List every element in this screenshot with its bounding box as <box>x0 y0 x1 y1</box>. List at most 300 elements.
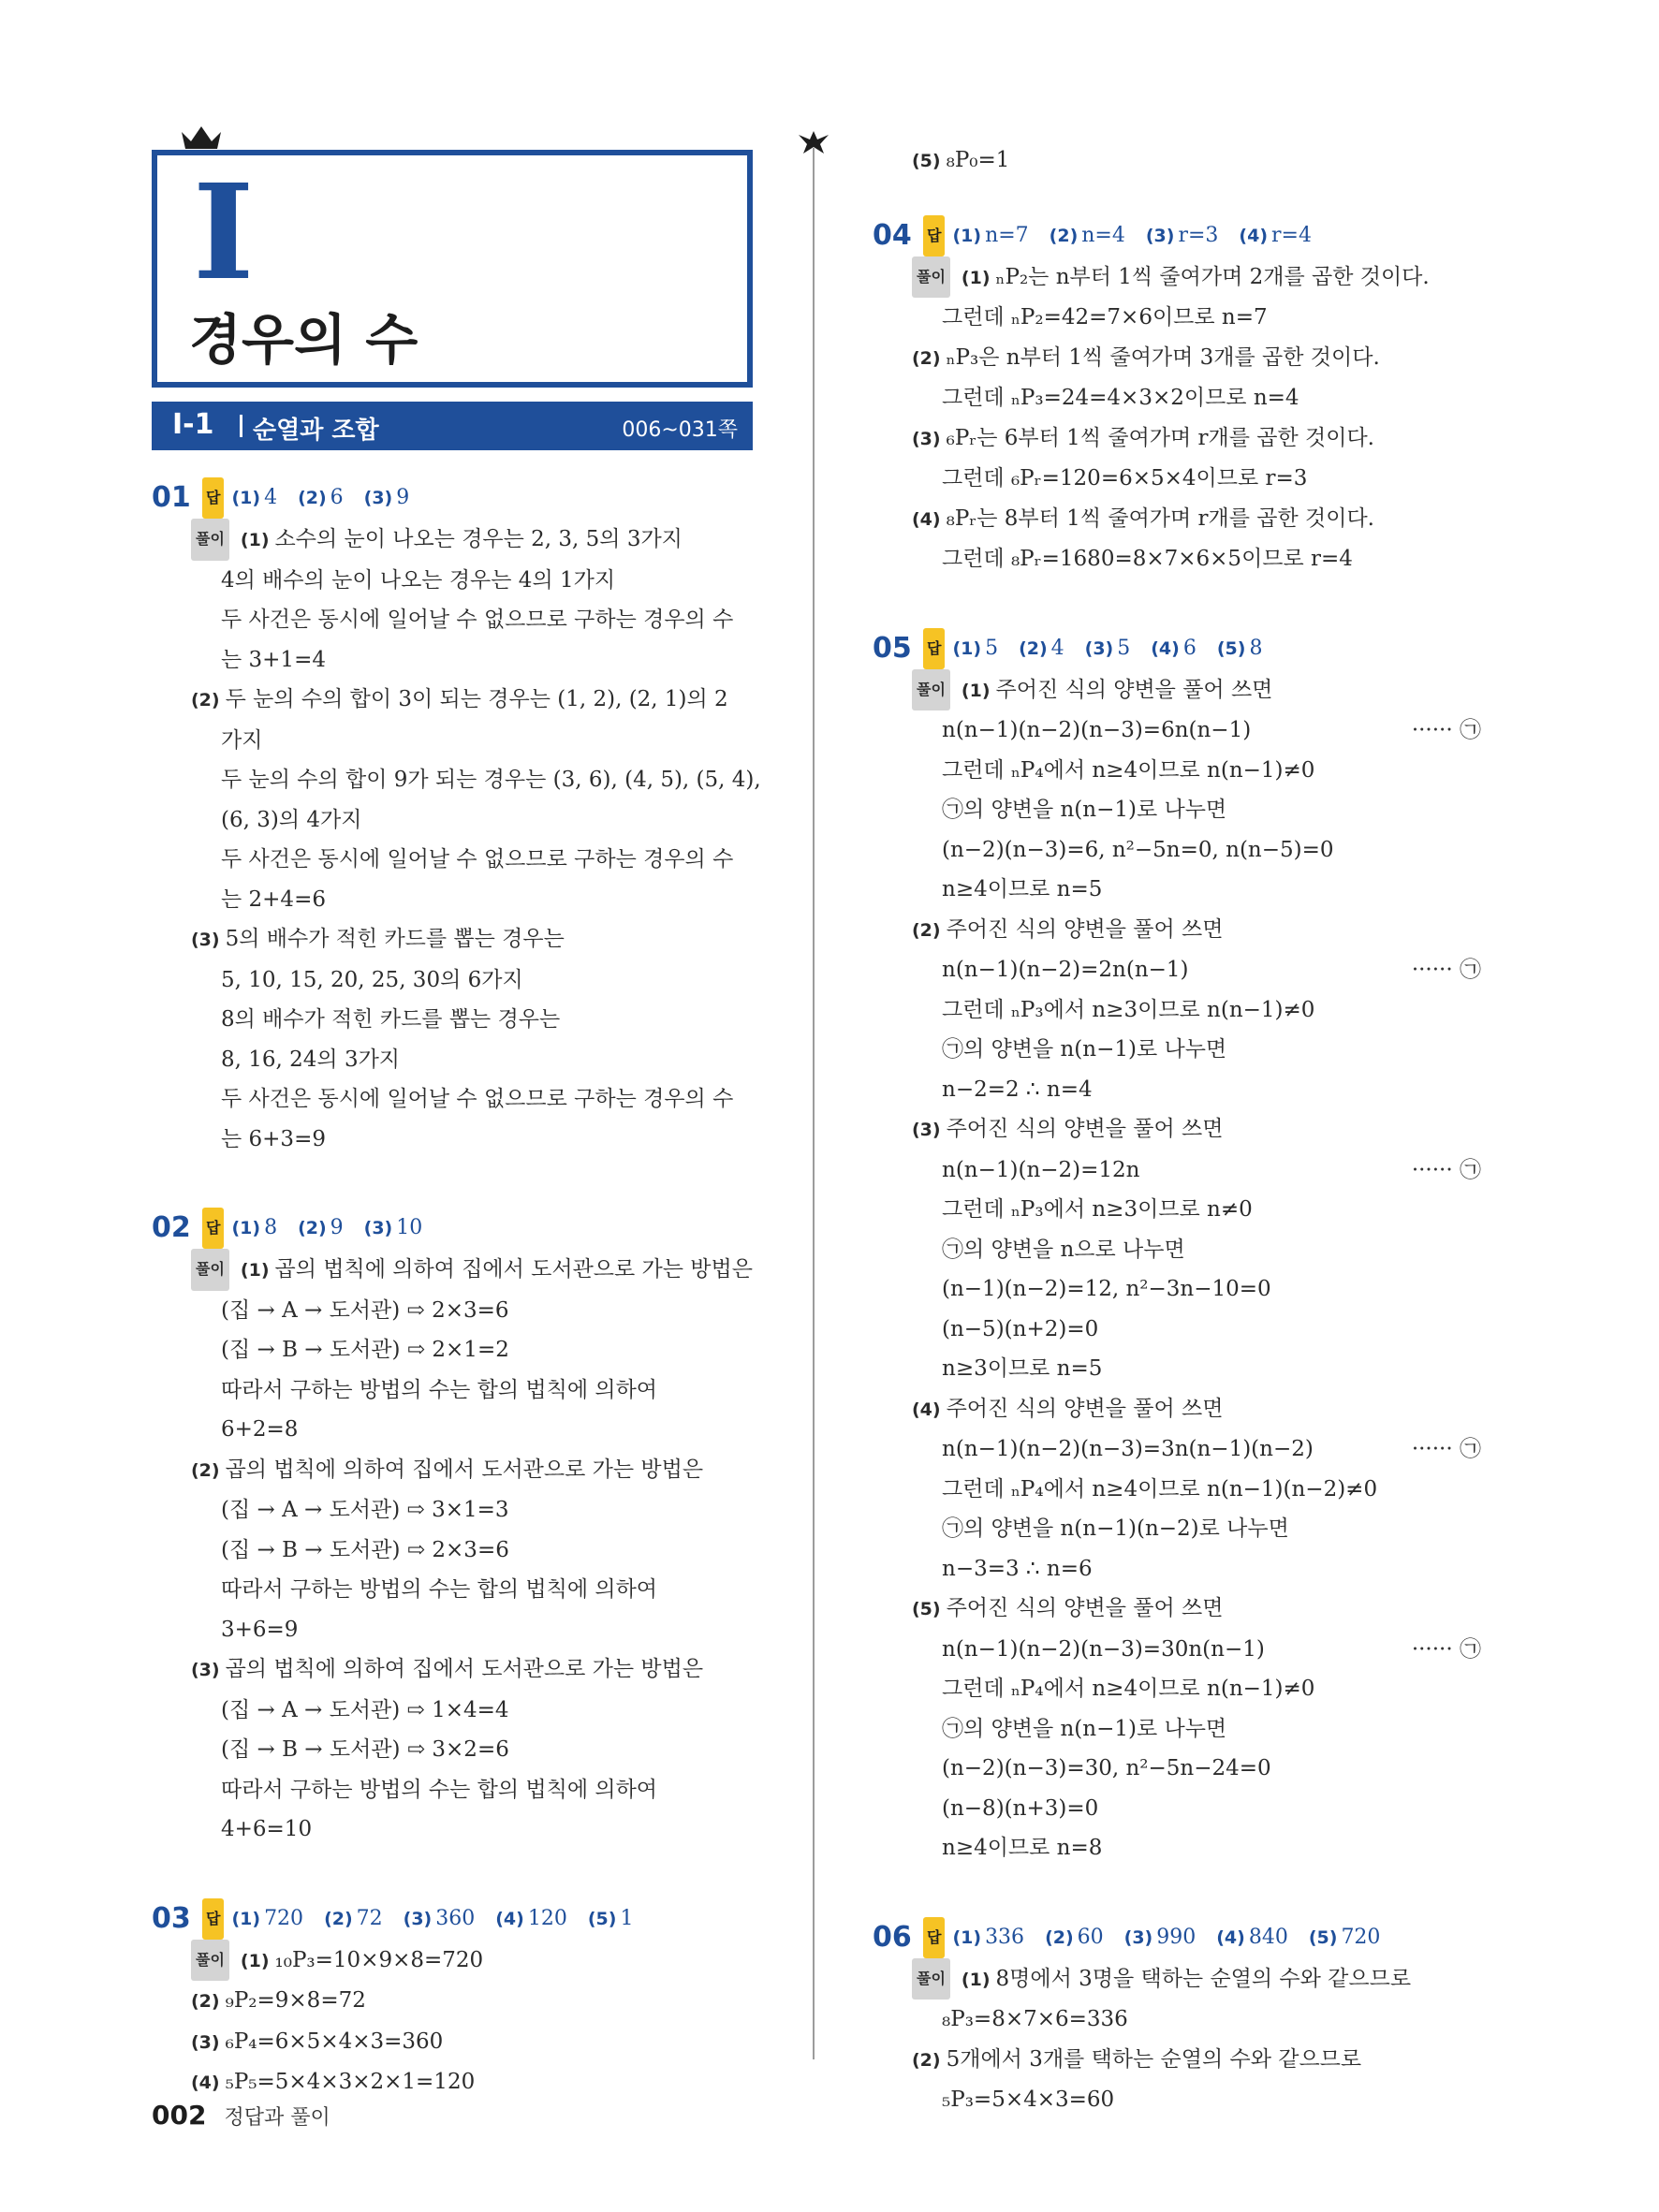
answer-line <box>873 628 1490 669</box>
sub-label: (4) <box>191 2073 220 2093</box>
answer-value: 10 <box>396 1216 423 1239</box>
solution-line <box>152 800 770 841</box>
answer-value: 4 <box>1050 636 1064 660</box>
solution-line <box>152 1249 770 1291</box>
solution-line <box>873 2080 1490 2120</box>
answer-value: 360 <box>435 1906 476 1930</box>
equation-marker: ······ ㉠ <box>1411 1157 1481 1182</box>
answer-item <box>495 1907 567 1930</box>
answer-sub-label: (3) <box>1084 637 1114 659</box>
solution-badge: 풀이 <box>191 1940 229 1982</box>
solution-text: ₈Pᵣ는 8부터 1씩 줄여가며 r개를 곱한 것이다. <box>946 505 1374 531</box>
solution-line <box>873 1109 1490 1150</box>
answer-line <box>152 477 770 519</box>
solution-line <box>873 990 1490 1031</box>
solution-text: ₈P₀=1 <box>946 148 1010 172</box>
equation-marker: ······ ㉠ <box>1411 958 1481 982</box>
problem-block <box>873 628 1490 1868</box>
solution-line <box>873 870 1490 910</box>
answer-line <box>152 1898 770 1940</box>
solution-line <box>152 1330 770 1370</box>
answer-sub-label: (2) <box>298 1218 327 1238</box>
answer-sub-label: (5) <box>1216 637 1246 659</box>
solution-line <box>873 1349 1490 1389</box>
solution-line <box>152 840 770 880</box>
answer-value: n=7 <box>985 223 1029 247</box>
answer-item <box>952 637 998 660</box>
solution-line <box>152 1079 770 1120</box>
solution-line <box>873 710 1490 751</box>
solution-line <box>152 1291 770 1331</box>
solution-badge: 풀이 <box>912 669 950 711</box>
solution-text: n≥3이므로 n=5 <box>942 1356 1103 1381</box>
solution-text: n−2=2 ∴ n=4 <box>942 1077 1093 1102</box>
solution-text: (n−5)(n+2)=0 <box>942 1316 1099 1341</box>
solution-line <box>152 519 770 561</box>
solution-line <box>152 880 770 920</box>
solution-text: 곱의 법칙에 의하여 집에서 도서관으로 가는 방법은 <box>274 1257 753 1282</box>
sub-label: (2) <box>912 919 941 941</box>
section-bar <box>152 402 753 450</box>
equation-marker: ······ ㉠ <box>1411 1636 1481 1662</box>
answer-sub-label: (3) <box>1123 1926 1153 1948</box>
problem-block <box>152 1208 770 1850</box>
answer-sub-label: (3) <box>363 1218 393 1238</box>
solution-text: 8, 16, 24의 3가지 <box>221 1047 401 1072</box>
solution-text: 그런데 ₙP₃에서 n≥3이므로 n≠0 <box>942 1197 1253 1222</box>
solution-text: 두 사건은 동시에 일어날 수 없으므로 구하는 경우의 수 <box>221 608 734 632</box>
chapter-title: 경우의 수 <box>189 308 418 372</box>
solution-text: ₅P₅=5×4×3×2×1=120 <box>225 2070 476 2094</box>
solution-text: 주어진 식의 양변을 풀어 쓰면 <box>946 1596 1224 1620</box>
solution-line <box>873 1150 1490 1191</box>
solution-text: n−3=3 ∴ n=6 <box>942 1556 1093 1581</box>
solution-line <box>873 1669 1490 1709</box>
answer-sub-label: (4) <box>1216 1926 1245 1948</box>
solution-line <box>152 1531 770 1571</box>
solution-text: 따라서 구하는 방법의 수는 합의 법칙에 의하여 <box>221 1577 658 1602</box>
solution-line <box>873 2000 1490 2040</box>
problem-number: 06 <box>873 1920 912 1954</box>
problem-number: 04 <box>873 218 912 252</box>
answer-badge: 답 <box>923 628 945 669</box>
solution-line <box>873 910 1490 951</box>
solution-text: (집 → B → 도서관) ⇨ 3×2=6 <box>221 1737 509 1762</box>
answer-sub-label: (4) <box>1151 637 1180 659</box>
solution-text: 그런데 ₙP₄에서 n≥4이므로 n(n−1)≠0 <box>942 757 1315 783</box>
solution-text: ㉠의 양변을 n으로 나누면 <box>942 1237 1185 1262</box>
solution-text: ₉P₂=9×8=72 <box>225 1988 366 2013</box>
solution-line <box>152 1410 770 1450</box>
solution-text: 5개에서 3개를 택하는 순열의 수와 같으므로 <box>946 2046 1362 2072</box>
solution-text: 8명에서 3명을 택하는 순열의 수와 같으므로 <box>995 1966 1412 1991</box>
solution-line <box>152 561 770 601</box>
solution-line <box>152 1000 770 1040</box>
solution-text: 그런데 ₙP₃=24=4×3×2이므로 n=4 <box>942 386 1299 410</box>
answer-item <box>1124 1926 1197 1949</box>
answer-item <box>1050 224 1125 247</box>
solution-text: 8의 배수가 적힌 카드를 뽑는 경우는 <box>221 1007 561 1032</box>
page-number: 002 <box>152 2100 207 2131</box>
solution-text: n≥4이므로 n=5 <box>942 877 1103 901</box>
answer-sub-label: (2) <box>324 1908 353 1929</box>
answer-value: 720 <box>264 1906 304 1930</box>
problem-number: 02 <box>152 1211 191 1244</box>
solution-line <box>873 1709 1490 1750</box>
answer-item <box>298 1216 344 1239</box>
problem-block <box>873 1917 1490 2120</box>
answer-item <box>1019 637 1064 660</box>
solution-line <box>873 751 1490 791</box>
answer-item <box>364 486 410 509</box>
solution-text: 두 사건은 동시에 일어날 수 없으므로 구하는 경우의 수 <box>221 847 734 872</box>
solution-text: ₈P₃=8×7×6=336 <box>942 2007 1128 2031</box>
solution-text: 5의 배수가 적힌 카드를 뽑는 경우는 <box>225 927 565 951</box>
chapter-numeral: I <box>193 156 255 310</box>
answer-line <box>873 215 1490 256</box>
solution-text: (n−1)(n−2)=12, n²−3n−10=0 <box>942 1277 1271 1301</box>
sub-label: (5) <box>912 1599 941 1619</box>
solution-text: 그런데 ₙP₃에서 n≥3이므로 n(n−1)≠0 <box>942 997 1315 1022</box>
solution-line <box>152 1770 770 1810</box>
solution-line <box>873 256 1490 299</box>
answer-item <box>1216 1926 1288 1949</box>
problem-block <box>152 477 770 1159</box>
solution-line <box>152 1370 770 1411</box>
answer-item <box>588 1907 634 1930</box>
problem-number: 03 <box>152 1901 191 1935</box>
answer-value: 120 <box>527 1906 567 1930</box>
solution-line <box>152 1490 770 1531</box>
sub-label: (1) <box>240 530 270 550</box>
column-divider <box>813 148 815 2059</box>
solution-text: 6+2=8 <box>221 1417 299 1442</box>
solution-line <box>152 1940 770 1982</box>
solution-text: n≥4이므로 n=8 <box>942 1836 1103 1860</box>
solution-line <box>873 1789 1490 1829</box>
sub-label: (4) <box>912 1399 941 1420</box>
sub-label: (3) <box>191 2031 220 2053</box>
solution-text: ₙP₃은 n부터 1씩 줄여가며 3개를 곱한 것이다. <box>946 344 1380 370</box>
solution-text: ₁₀P₃=10×9×8=720 <box>274 1947 484 1972</box>
solution-line <box>152 919 770 960</box>
solution-line <box>873 950 1490 990</box>
answer-value: 6 <box>1182 636 1197 660</box>
answer-badge: 답 <box>202 477 224 519</box>
answer-item <box>1085 637 1131 660</box>
solution-line <box>873 1070 1490 1110</box>
section-code: I-1 <box>172 408 214 441</box>
answer-value: 720 <box>1341 1925 1381 1949</box>
solution-text: 두 사건은 동시에 일어날 수 없으므로 구하는 경우의 수 <box>221 1087 734 1111</box>
problem-block <box>873 215 1490 579</box>
problem-number: 05 <box>873 631 912 665</box>
answer-value: 9 <box>330 1216 344 1239</box>
solution-line <box>873 1030 1490 1070</box>
solution-line <box>873 1389 1490 1430</box>
solution-line <box>873 1269 1490 1310</box>
answer-badge: 답 <box>202 1208 224 1249</box>
answer-sub-label: (5) <box>1308 1926 1338 1948</box>
sub-label: (2) <box>912 2049 941 2071</box>
answer-value: r=4 <box>1271 223 1312 247</box>
answer-value: 336 <box>985 1925 1025 1949</box>
answer-line <box>152 1208 770 1249</box>
sub-label: (3) <box>191 930 220 950</box>
solution-text: 는 6+3=9 <box>221 1126 326 1151</box>
sub-label: (2) <box>191 690 220 710</box>
solution-badge: 풀이 <box>912 256 950 299</box>
answer-badge: 답 <box>923 215 945 256</box>
section-separator <box>240 415 242 437</box>
answer-value: 4 <box>264 486 278 509</box>
solution-text: 따라서 구하는 방법의 수는 합의 법칙에 의하여 <box>221 1377 658 1402</box>
answer-value: 9 <box>396 486 410 509</box>
solution-line <box>873 830 1490 871</box>
answer-sub-label: (4) <box>495 1908 524 1929</box>
solution-line <box>152 960 770 1001</box>
answer-value: 840 <box>1248 1925 1288 1949</box>
solution-text: 소수의 눈이 나오는 경우는 2, 3, 5의 3가지 <box>274 527 683 551</box>
solution-text: (집 → A → 도서관) ⇨ 3×1=3 <box>221 1498 509 1522</box>
solution-text: (집 → A → 도서관) ⇨ 2×3=6 <box>221 1297 509 1323</box>
answer-value: 6 <box>330 486 344 509</box>
solution-line <box>152 680 770 721</box>
solution-line <box>873 1749 1490 1789</box>
solution-text: 4+6=10 <box>221 1817 313 1841</box>
solution-line <box>152 600 770 640</box>
answer-badge: 답 <box>202 1898 224 1940</box>
answer-value: n=4 <box>1081 223 1125 247</box>
solution-badge: 풀이 <box>912 1958 950 2000</box>
sub-label: (1) <box>240 1950 270 1971</box>
solution-badge: 풀이 <box>191 1249 229 1291</box>
sub-label: (4) <box>912 508 941 530</box>
answer-sub-label: (3) <box>403 1908 433 1929</box>
solution-text: n(n−1)(n−2)(n−3)=30n(n−1) <box>942 1636 1265 1662</box>
answer-sub-label: (3) <box>1145 225 1175 246</box>
sub-label: (1) <box>961 1969 991 1990</box>
solution-line <box>873 790 1490 830</box>
answer-item <box>231 1907 303 1930</box>
solution-line <box>873 1828 1490 1868</box>
answer-item <box>404 1907 476 1930</box>
page-footer <box>152 2100 330 2131</box>
solution-text: (n−2)(n−3)=6, n²−5n=0, n(n−5)=0 <box>942 837 1334 862</box>
solution-text: n(n−1)(n−2)=12n <box>942 1157 1140 1182</box>
solution-text: 두 눈의 수의 합이 3이 되는 경우는 (1, 2), (2, 1)의 2 <box>225 687 728 711</box>
sub-label: (2) <box>191 1459 220 1481</box>
solution-line <box>873 539 1490 579</box>
answer-item <box>1146 224 1219 247</box>
answer-sub-label: (2) <box>1049 225 1079 246</box>
answer-line <box>873 1917 1490 1958</box>
solution-text: 3+6=9 <box>221 1617 299 1642</box>
answer-item <box>231 1216 277 1239</box>
solution-line <box>873 1589 1490 1630</box>
answer-sub-label: (1) <box>952 225 982 246</box>
footer-title: 정답과 풀이 <box>224 2106 330 2130</box>
answer-item <box>1045 1926 1104 1949</box>
solution-text: 주어진 식의 양변을 풀어 쓰면 <box>946 916 1224 942</box>
solution-line <box>873 1230 1490 1270</box>
solution-text: ₆P₄=6×5×4×3=360 <box>225 2029 444 2054</box>
solution-text: (집 → A → 도서관) ⇨ 1×4=4 <box>221 1697 509 1722</box>
solution-badge: 풀이 <box>191 519 229 561</box>
answer-item <box>1239 224 1312 247</box>
sub-label: (3) <box>912 1120 941 1140</box>
answer-value: 72 <box>356 1906 383 1930</box>
answer-badge: 답 <box>923 1917 945 1958</box>
problem-number: 01 <box>152 481 191 514</box>
solution-text: 그런데 ₆Pᵣ=120=6×5×4이므로 r=3 <box>942 466 1308 491</box>
solution-line <box>152 1610 770 1650</box>
solution-text: 는 3+1=4 <box>221 647 326 672</box>
solution-text: 그런데 ₈Pᵣ=1680=8×7×6×5이므로 r=4 <box>942 547 1353 571</box>
solution-line <box>873 1958 1490 2000</box>
sub-label: (3) <box>191 1660 220 1680</box>
answer-item <box>231 486 277 509</box>
solution-line <box>152 1450 770 1491</box>
sub-label: (1) <box>240 1260 270 1281</box>
solution-line <box>873 1630 1490 1670</box>
solution-line <box>873 459 1490 499</box>
answer-item <box>1309 1926 1381 1949</box>
answer-item <box>1217 637 1263 660</box>
solution-text: (6, 3)의 4가지 <box>221 807 362 832</box>
answer-sub-label: (1) <box>231 488 261 508</box>
answer-value: 990 <box>1156 1925 1197 1949</box>
answer-item <box>952 224 1028 247</box>
sub-label: (5) <box>912 151 941 171</box>
solution-line <box>152 1981 770 2022</box>
solution-text: ㉠의 양변을 n(n−1)(n−2)로 나누면 <box>942 1516 1289 1541</box>
solution-line <box>873 1190 1490 1230</box>
continuation-line <box>873 140 1490 182</box>
sub-label: (2) <box>191 1991 220 2012</box>
solution-text: ㉠의 양변을 n(n−1)로 나누면 <box>942 1716 1227 1741</box>
sub-label: (3) <box>912 428 941 449</box>
problem-block <box>152 1898 770 2103</box>
left-column <box>152 477 770 2152</box>
solution-text: (n−2)(n−3)=30, n²−5n−24=0 <box>942 1756 1271 1780</box>
solution-text: 가지 <box>221 727 263 753</box>
answer-sub-label: (1) <box>231 1218 261 1238</box>
solution-text: 4의 배수의 눈이 나오는 경우는 4의 1가지 <box>221 567 616 593</box>
solution-text: 그런데 ₙP₂=42=7×6이므로 n=7 <box>942 305 1268 330</box>
answer-value: 8 <box>1249 636 1263 660</box>
answer-sub-label: (4) <box>1239 225 1269 246</box>
answer-sub-label: (2) <box>1019 637 1048 659</box>
solution-text: n(n−1)(n−2)(n−3)=6n(n−1) <box>942 718 1252 742</box>
answer-sub-label: (2) <box>1045 1926 1074 1948</box>
answer-sub-label: (3) <box>363 488 393 508</box>
section-pages: 006~031쪽 <box>622 418 738 442</box>
solution-line <box>152 760 770 800</box>
answer-sub-label: (2) <box>298 488 327 508</box>
solution-text: n(n−1)(n−2)(n−3)=3n(n−1)(n−2) <box>942 1437 1314 1461</box>
solution-text: 그런데 ₙP₄에서 n≥4이므로 n(n−1)(n−2)≠0 <box>942 1476 1378 1502</box>
sub-label: (2) <box>912 347 941 369</box>
answer-value: 5 <box>1117 636 1131 660</box>
solution-text: (집 → B → 도서관) ⇨ 2×3=6 <box>221 1537 509 1562</box>
solution-text: ₅P₃=5×4×3=60 <box>942 2087 1115 2112</box>
section-name: 순열과 조합 <box>253 417 379 445</box>
solution-line <box>152 1120 770 1160</box>
answer-item <box>298 486 344 509</box>
answer-item <box>324 1907 383 1930</box>
solution-text: n(n−1)(n−2)=2n(n−1) <box>942 958 1189 982</box>
answer-item <box>952 1926 1024 1949</box>
solution-text: 곱의 법칙에 의하여 집에서 도서관으로 가는 방법은 <box>225 1657 704 1681</box>
solution-text: 그런데 ₙP₄에서 n≥4이므로 n(n−1)≠0 <box>942 1677 1315 1701</box>
solution-text: (n−8)(n+3)=0 <box>942 1795 1099 1821</box>
solution-line <box>152 2022 770 2063</box>
answer-item <box>364 1216 423 1239</box>
solution-line <box>873 298 1490 338</box>
answer-value: r=3 <box>1178 223 1219 247</box>
solution-line <box>152 1040 770 1080</box>
solution-line <box>873 418 1490 460</box>
equation-marker: ······ ㉠ <box>1411 718 1481 742</box>
solution-line <box>152 1809 770 1850</box>
solution-line <box>152 640 770 681</box>
solution-line <box>152 1691 770 1731</box>
solution-line <box>873 1429 1490 1470</box>
solution-text: ㉠의 양변을 n(n−1)로 나누면 <box>942 798 1227 822</box>
solution-line <box>152 1649 770 1691</box>
solution-text: 5, 10, 15, 20, 25, 30의 6가지 <box>221 967 523 992</box>
solution-text: 따라서 구하는 방법의 수는 합의 법칙에 의하여 <box>221 1777 658 1802</box>
solution-line <box>873 1310 1490 1350</box>
answer-value: 8 <box>264 1216 278 1239</box>
answer-value: 5 <box>985 636 999 660</box>
solution-text: 곱의 법칙에 의하여 집에서 도서관으로 가는 방법은 <box>225 1457 704 1482</box>
chapter-header <box>152 150 753 388</box>
answer-sub-label: (1) <box>231 1908 261 1929</box>
solution-text: 주어진 식의 양변을 풀어 쓰면 <box>946 1117 1224 1141</box>
sub-label: (1) <box>961 680 991 701</box>
solution-text: 두 눈의 수의 합이 9가 되는 경우는 (3, 6), (4, 5), (5, 4), <box>221 768 761 792</box>
solution-line <box>152 1570 770 1610</box>
solution-line <box>873 1470 1490 1510</box>
answer-sub-label: (5) <box>587 1908 617 1929</box>
solution-line <box>873 1509 1490 1549</box>
answer-value: 1 <box>620 1906 634 1930</box>
solution-line <box>873 378 1490 418</box>
answer-sub-label: (1) <box>952 1926 982 1948</box>
solution-line <box>873 669 1490 711</box>
solution-line <box>873 499 1490 540</box>
right-column <box>873 140 1490 2169</box>
solution-line <box>152 2062 770 2103</box>
solution-text: 는 2+4=6 <box>221 886 326 912</box>
solution-text: (집 → B → 도서관) ⇨ 2×1=2 <box>221 1338 509 1362</box>
solution-line <box>873 338 1490 379</box>
answer-value: 60 <box>1077 1925 1104 1949</box>
answer-sub-label: (1) <box>952 637 982 659</box>
solution-text: 주어진 식의 양변을 풀어 쓰면 <box>946 1396 1224 1421</box>
solution-line <box>152 721 770 761</box>
solution-line <box>873 2040 1490 2081</box>
solution-text: ₙP₂는 n부터 1씩 줄여가며 2개를 곱한 것이다. <box>995 264 1430 289</box>
solution-line <box>152 1730 770 1770</box>
solution-text: ㉠의 양변을 n(n−1)로 나누면 <box>942 1037 1227 1062</box>
equation-marker: ······ ㉠ <box>1411 1437 1481 1461</box>
solution-text: 주어진 식의 양변을 풀어 쓰면 <box>995 677 1273 702</box>
solution-text: ₆Pᵣ는 6부터 1씩 줄여가며 r개를 곱한 것이다. <box>946 425 1374 450</box>
answer-item <box>1151 637 1197 660</box>
